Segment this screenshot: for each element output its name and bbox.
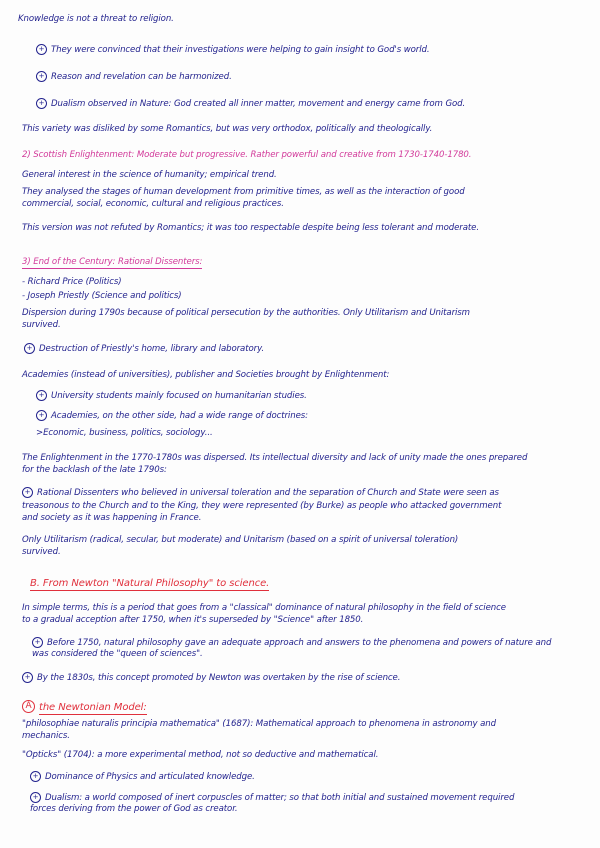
note-line-text: was considered the "queen of sciences". xyxy=(32,649,203,659)
note-line-text: General interest in the science of humanity; empirical trend. xyxy=(22,170,277,180)
note-line-text: Dominance of Physics and articulated knowledge. xyxy=(45,772,255,782)
note-line-text: and society as it was happening in France. xyxy=(22,513,202,523)
note-line xyxy=(36,410,308,422)
note-line xyxy=(22,150,471,161)
circled-plus-icon: + xyxy=(36,71,47,82)
note-line xyxy=(22,370,389,381)
note-line-text: to a gradual acception after 1750, when it's superseded by "Science" after 1850. xyxy=(22,615,364,625)
note-line xyxy=(22,501,501,512)
note-line-text: - Joseph Priestly (Science and politics) xyxy=(22,291,182,301)
note-line-text: In simple terms, this is a period that goes from a "classical" dominance of natural philosophy in the field of science xyxy=(22,603,506,613)
circled-plus-icon: + xyxy=(32,637,43,648)
note-line xyxy=(22,719,496,730)
note-line xyxy=(22,453,527,464)
note-line-text: Academies, on the other side, had a wide range of doctrines: xyxy=(51,411,308,421)
note-line xyxy=(22,615,363,626)
note-line-text: forces deriving from the power of God as creator. xyxy=(30,804,238,814)
note-line xyxy=(22,320,61,331)
circled-plus-icon: + xyxy=(30,792,41,803)
note-line xyxy=(22,547,61,558)
note-line-text: The Enlightenment in the 1770-1780s was dispersed. Its intellectual diversity and lack of unity made the ones prepared xyxy=(22,453,528,463)
note-line xyxy=(30,578,269,589)
note-line-text: Only Utilitarism (radical, secular, but moderate) and Unitarism (based on a spirit of universal toleration) xyxy=(22,535,459,545)
note-line xyxy=(24,343,264,355)
note-line-text: mechanics. xyxy=(22,731,70,741)
note-line-text: survived. xyxy=(22,547,61,557)
note-line-text: Reason and revelation can be harmonized. xyxy=(51,72,232,82)
note-line-text: 2) Scottish Enlightenment: Moderate but progressive. Rather powerful and creative from 1730-1740-1780. xyxy=(22,150,472,160)
note-line-text: Dualism: a world composed of inert corpuscles of matter; so that both initial and sustained movement required xyxy=(45,793,515,803)
note-line xyxy=(22,750,378,761)
note-line-text: Destruction of Priestly's home, library and laboratory. xyxy=(39,344,265,354)
circled-plus-icon: + xyxy=(30,771,41,782)
note-line xyxy=(22,257,202,268)
note-line-text: Academies (instead of universities), publisher and Societies brought by Enlightenment: xyxy=(22,370,390,380)
note-line-text: They were convinced that their investigations were helping to gain insight to God's world. xyxy=(51,45,430,55)
note-line xyxy=(18,14,174,25)
note-line-text: This variety was disliked by some Romantics, but was very orthodox, politically and theologically. xyxy=(22,124,433,134)
note-line-text: "philosophiae naturalis principia mathematica" (1687): Mathematical approach to phenomena in astronomy and xyxy=(22,719,497,729)
note-line xyxy=(32,649,203,660)
note-line xyxy=(22,277,121,288)
note-line-text: 3) End of the Century: Rational Dissenters: xyxy=(22,257,203,267)
note-line xyxy=(36,98,465,110)
note-line xyxy=(30,792,514,804)
note-line xyxy=(22,124,432,135)
note-line-text: commercial, social, economic, cultural and religious practices. xyxy=(22,199,284,209)
note-line xyxy=(22,199,284,210)
note-line-text: By the 1830s, this concept promoted by Newton was overtaken by the rise of science. xyxy=(37,673,401,683)
note-line xyxy=(30,771,255,783)
circled-letter-icon: A xyxy=(22,700,35,713)
note-line-text: treasonous to the Church and to the King, they were represented (by Burke) as people who attacked government xyxy=(22,501,502,511)
note-line xyxy=(36,44,430,56)
circled-plus-icon: + xyxy=(36,390,47,401)
note-line-text: Knowledge is not a threat to religion. xyxy=(18,14,174,24)
note-line-text: "Opticks" (1704): a more experimental method, not so deductive and mathematical. xyxy=(22,750,379,760)
note-line xyxy=(22,465,167,476)
note-line-text: >Economic, business, politics, sociology... xyxy=(36,428,213,438)
note-line xyxy=(22,731,70,742)
note-line-text: This version was not refuted by Romantics; it was too respectable despite being less tolerant and moderate. xyxy=(22,223,479,233)
note-line-text: Dispersion during 1790s because of political persecution by the authorities. Only Utilitarism and Unitarism xyxy=(22,308,470,318)
note-line-text: Rational Dissenters who believed in universal toleration and the separation of Church and State were seen as xyxy=(37,488,499,498)
note-line xyxy=(22,603,506,614)
circled-plus-icon: + xyxy=(22,487,33,498)
note-line xyxy=(32,637,551,649)
note-line xyxy=(22,672,400,684)
note-line xyxy=(22,308,470,319)
note-line xyxy=(22,535,458,546)
note-line xyxy=(22,700,147,713)
note-line-text: - Richard Price (Politics) xyxy=(22,277,122,287)
note-line-text: Dualism observed in Nature: God created all inner matter, movement and energy came from God. xyxy=(51,99,466,109)
note-line xyxy=(22,170,277,181)
note-line-text: for the backlash of the late 1790s: xyxy=(22,465,167,475)
circled-plus-icon: + xyxy=(22,672,33,683)
note-line-text: They analysed the stages of human development from primitive times, as well as the interaction of good xyxy=(22,187,465,197)
note-line-text: survived. xyxy=(22,320,61,330)
circled-plus-icon: + xyxy=(24,343,35,354)
note-line xyxy=(22,513,201,524)
note-line-text: B. From Newton "Natural Philosophy" to science. xyxy=(30,578,270,589)
circled-plus-icon: + xyxy=(36,98,47,109)
circled-plus-icon: + xyxy=(36,410,47,421)
note-line xyxy=(30,804,237,815)
note-line xyxy=(22,487,499,499)
note-line xyxy=(36,390,307,402)
note-line xyxy=(22,223,479,234)
note-line xyxy=(36,71,232,83)
note-line-text: University students mainly focused on humanitarian studies. xyxy=(51,391,307,401)
circled-plus-icon: + xyxy=(36,44,47,55)
note-line-text: the Newtonian Model: xyxy=(39,701,147,713)
note-line-text: Before 1750, natural philosophy gave an adequate approach and answers to the phenomena and powers of nature and xyxy=(47,638,552,648)
note-line xyxy=(22,187,465,198)
note-line xyxy=(22,291,182,302)
note-line xyxy=(36,428,213,439)
